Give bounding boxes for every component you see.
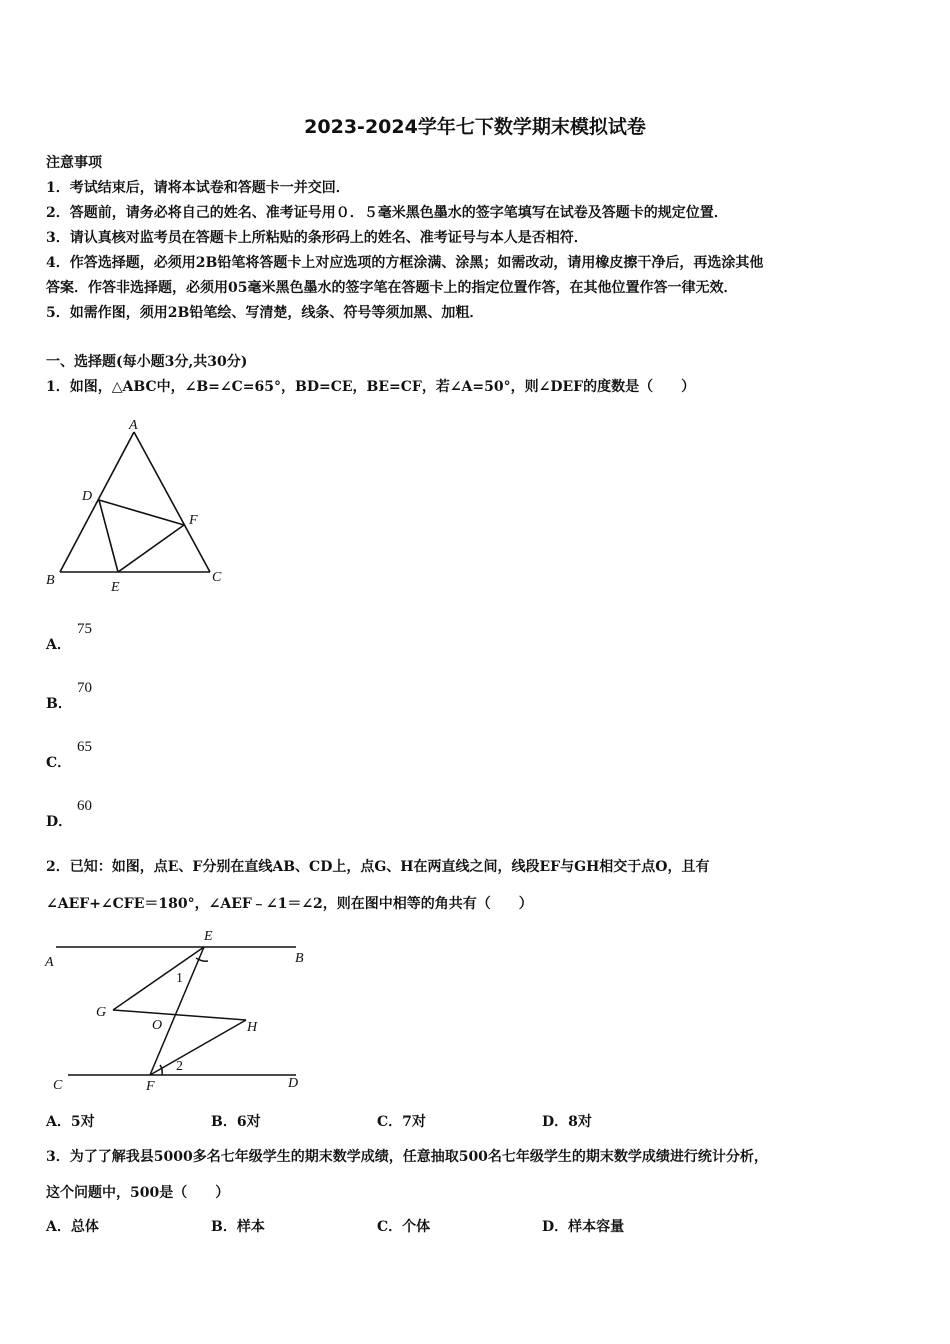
q3-option-d: D．样本容量: [542, 1219, 625, 1235]
label-F: F: [146, 1079, 155, 1094]
label-B: B: [46, 573, 55, 588]
q1-option-a-label: A．: [46, 637, 71, 653]
label-D: D: [288, 1076, 299, 1091]
question-2-line-2: ∠AEF+∠CFE＝180°，∠AEF﹣∠1＝∠2，则在图中相等的角共有（ ）: [46, 896, 533, 912]
q3-option-b: B．样本: [211, 1219, 265, 1235]
notice-item: 5．如需作图，须用2B铅笔绘、写清楚，线条、符号等须加黑、加粗．: [46, 305, 484, 321]
q1-option-b-value: 70: [77, 680, 92, 696]
notice-item: 1．考试结束后，请将本试卷和答题卡一并交回．: [46, 180, 350, 196]
q1-option-d-value: 60: [77, 798, 92, 814]
label-E: E: [111, 580, 120, 595]
question-2-line-1: 2．已知：如图，点E、F分别在直线AB、CD上，点G、H在两直线之间，线段EF与GH相交于点O，且有: [46, 859, 710, 875]
label-E: E: [204, 929, 213, 944]
notice-heading: 注意事项: [46, 155, 102, 171]
q2-option-b: B．6对: [211, 1114, 261, 1130]
q1-option-b-label: B．: [46, 696, 72, 712]
label-D: D: [82, 489, 93, 504]
page-title: 2023-2024学年七下数学期末模拟试卷: [304, 116, 646, 138]
q1-option-a-value: 75: [77, 621, 92, 637]
question-3-line-2: 这个问题中，500是（ ）: [46, 1185, 230, 1201]
label-B: B: [295, 951, 304, 966]
label-O: O: [152, 1018, 163, 1033]
label-C: C: [53, 1078, 63, 1093]
question-1-text: 1．如图，△ABC中，∠B=∠C=65°，BD=CE，BE=CF，若∠A=50°，则∠DEF的度数是（ ）: [46, 379, 696, 395]
label-A: A: [129, 418, 138, 433]
label-A: A: [45, 955, 54, 970]
notice-item: 2．答题前，请务必将自己的姓名、准考证号用０．５毫米黑色墨水的签字笔填写在试卷及答题卡的规定位置．: [46, 205, 728, 221]
notice-item: 3．请认真核对监考员在答题卡上所粘贴的条形码上的姓名、准考证号与本人是否相符．: [46, 230, 588, 246]
notice-item: 4．作答选择题，必须用2B铅笔将答题卡上对应选项的方框涂满、涂黑；如需改动，请用橡皮擦干净后，再选涂其他: [46, 255, 764, 271]
q2-parallel-lines-figure: [38, 922, 328, 1097]
question-3-line-1: 3．为了了解我县5000多名七年级学生的期末数学成绩，任意抽取500名七年级学生的期末数学成绩进行统计分析，: [46, 1149, 768, 1165]
q2-option-d: D．8对: [542, 1114, 592, 1130]
label-F: F: [189, 513, 198, 528]
section-heading: 一、选择题(每小题3分,共30分): [46, 354, 248, 370]
angle-1-label: 1: [176, 971, 183, 986]
q2-option-a: A．5对: [46, 1114, 95, 1130]
q1-option-c-value: 65: [77, 739, 92, 755]
label-G: G: [96, 1005, 107, 1020]
q1-option-d-label: D．: [46, 814, 73, 830]
q3-option-a: A．总体: [46, 1219, 99, 1235]
label-H: H: [247, 1020, 258, 1035]
q1-option-c-label: C．: [46, 755, 72, 771]
q1-triangle-figure: [38, 412, 238, 597]
label-C: C: [212, 570, 222, 585]
q2-option-c: C．7对: [377, 1114, 426, 1130]
notice-item: 答案．作答非选择题，必须用05毫米黑色墨水的签字笔在答题卡上的指定位置作答，在其他位置作答一律无效．: [46, 280, 738, 296]
q3-option-c: C．个体: [377, 1219, 431, 1235]
angle-2-label: 2: [176, 1059, 183, 1074]
